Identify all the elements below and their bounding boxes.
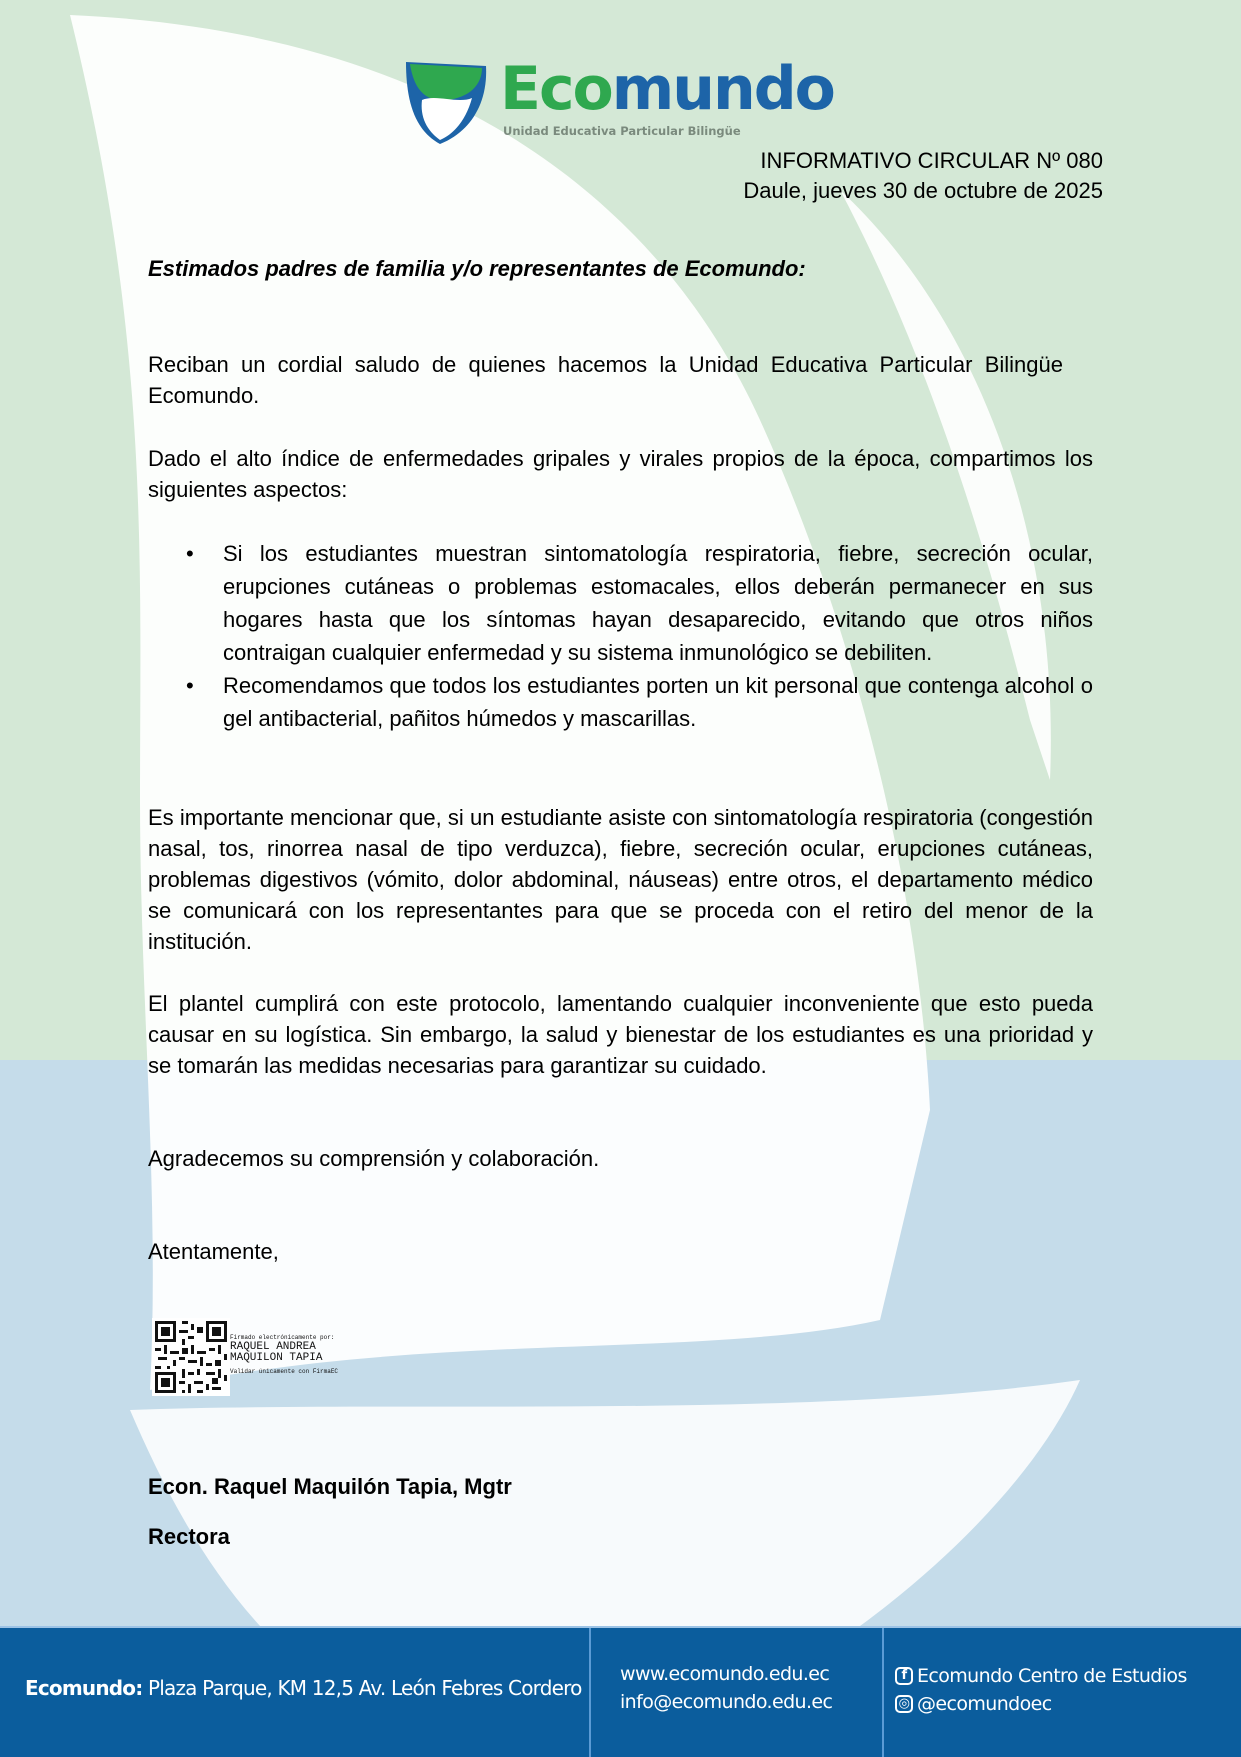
- important-paragraph: Es importante mencionar que, si un estudiante asiste con sintomatología respiratoria (congestión nasal, tos, rinorrea nasal de tipo verduzca), fiebre, secreción ocular, erupciones cutáneas, problemas digestivos (vómito, dolor abdominal, náuseas) entre otros, el departamento médico se comunicará con los representantes para que se proceda con el retiro del menor de la institución.: [148, 805, 1093, 954]
- closing-paragraph: Atentamente,: [148, 1239, 279, 1264]
- list-item-text: Si los estudiantes muestran sintomatología respiratoria, fiebre, secreción ocular, erupciones cutáneas o problemas estomacales, ellos deberán permanecer en sus hogares hasta que los síntomas hayan desaparecido, evitando que otros niños contraigan cualquier enfermedad y su sistema inmunológico se debiliten.: [223, 541, 1093, 665]
- recommendations-list: [148, 537, 1093, 735]
- signer-role: Rectora: [148, 1524, 230, 1549]
- intro-paragraph: Dado el alto índice de enfermedades gripales y virales propios de la época, compartimos los siguientes aspectos:: [148, 446, 1093, 502]
- circular-number: INFORMATIVO CIRCULAR Nº 080: [760, 148, 1103, 173]
- logo-subtitle: Unidad Educativa Particular Bilingüe: [503, 124, 741, 138]
- logo-eco: Eco: [500, 54, 612, 124]
- footer-address-text: Plaza Parque, KM 12,5 Av. León Febres Cordero: [148, 1676, 582, 1700]
- footer-social: [895, 1662, 1187, 1718]
- instagram-icon: ◎: [895, 1695, 913, 1713]
- signer-name-line2: MAQUILON TAPIA: [230, 1352, 323, 1364]
- bullet-icon: •: [186, 541, 194, 566]
- facebook-link[interactable]: [895, 1662, 1187, 1690]
- thanks-paragraph: Agradecemos su comprensión y colaboración.: [148, 1146, 600, 1171]
- validate-label: Validar únicamente con FirmaEC: [230, 1368, 339, 1375]
- greeting-paragraph: Reciban un cordial saludo de quienes hacemos la Unidad Educativa Particular Bilingüe Ecomundo.: [148, 352, 1063, 408]
- bullet-icon: •: [186, 673, 194, 698]
- footer-divider: [882, 1628, 884, 1757]
- circular-date: Daule, jueves 30 de octubre de 2025: [743, 178, 1103, 203]
- website-link[interactable]: www.ecomundo.edu.ec: [620, 1663, 830, 1685]
- ecomundo-logo: [400, 50, 834, 150]
- list-item: [148, 669, 1093, 735]
- signed-by-label: Firmado electrónicamente por:: [230, 1334, 335, 1341]
- facebook-label: Ecomundo Centro de Estudios: [917, 1665, 1187, 1687]
- instagram-link[interactable]: [895, 1690, 1187, 1718]
- footer-divider: [589, 1628, 591, 1757]
- signer-name: Econ. Raquel Maquilón Tapia, Mgtr: [148, 1474, 512, 1499]
- footer: [0, 1626, 1241, 1757]
- protocol-paragraph: El plantel cumplirá con este protocolo, lamentando cualquier inconveniente que esto pueda causar en su logística. Sin embargo, la salud y bienestar de los estudiantes es una prioridad y se tomarán las medidas necesarias para garantizar su cuidado.: [148, 991, 1093, 1078]
- circular-header: [743, 146, 1103, 206]
- shield-leaf-icon: [400, 54, 492, 146]
- logo-wordmark: [500, 54, 834, 124]
- footer-address-label: Ecomundo:: [25, 1676, 143, 1700]
- salutation: Estimados padres de familia y/o representantes de Ecomundo:: [148, 256, 806, 281]
- footer-contact: [620, 1660, 832, 1716]
- footer-address: [25, 1676, 582, 1700]
- list-item-text: Recomendamos que todos los estudiantes porten un kit personal que contenga alcohol o gel antibacterial, pañitos húmedos y mascarillas.: [223, 673, 1093, 731]
- list-item: [148, 537, 1093, 669]
- email-link[interactable]: info@ecomundo.edu.ec: [620, 1691, 833, 1713]
- signer-name-line1: RAQUEL ANDREA: [230, 1341, 316, 1353]
- instagram-label: @ecomundoec: [917, 1693, 1052, 1715]
- qr-code-icon[interactable]: [152, 1318, 230, 1396]
- electronic-signature: [152, 1318, 362, 1398]
- logo-mundo: mundo: [611, 54, 834, 124]
- signature-details: [230, 1334, 338, 1376]
- facebook-icon: f: [895, 1667, 913, 1685]
